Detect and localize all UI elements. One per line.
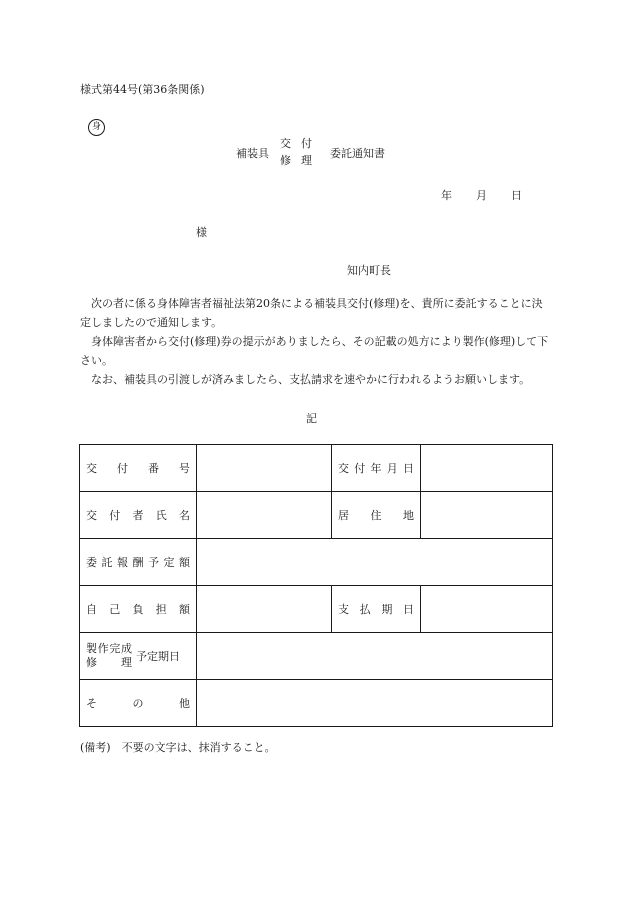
label-char: 番 (148, 462, 159, 475)
spread-text (338, 601, 414, 617)
label-self-pay (80, 586, 197, 633)
label-issue-number (80, 445, 197, 492)
label-char: 修 (86, 656, 97, 669)
spread-text (86, 695, 190, 711)
title-option-bottom: 修理 (280, 154, 322, 167)
spread-text (86, 554, 190, 570)
body-paragraph-2: 身体障害者から交付(修理)券の提示がありましたら、その記載の処方により製作(修理)して下さい。 (80, 335, 549, 367)
label-char: の (132, 697, 144, 710)
label-char: 託 (101, 556, 113, 569)
value-self-pay[interactable] (197, 586, 332, 633)
table-row (80, 680, 553, 727)
label-char: 定 (163, 556, 175, 569)
date-day: 日 (511, 189, 522, 202)
label-char: 製 (86, 642, 97, 655)
label-production (86, 642, 132, 656)
value-other[interactable] (197, 680, 553, 727)
table-row (80, 445, 553, 492)
label-char: 期 (381, 603, 393, 616)
category-mark: 身 (88, 119, 105, 136)
label-char: 年 (370, 462, 382, 475)
label-char: 己 (109, 603, 121, 616)
body-paragraph-3: なお、補装具の引渡しが済みましたら、支払請求を速やかに行われるようお願いします。 (91, 373, 531, 386)
label-char: 委 (86, 556, 97, 569)
issuer: 知内町長 (347, 264, 391, 277)
label-char: 完 (109, 642, 121, 655)
spread-text (86, 507, 190, 523)
addressee-suffix: 様 (196, 226, 207, 239)
value-issue-date[interactable] (421, 445, 553, 492)
value-completion-date[interactable] (197, 633, 553, 680)
label-char: 付 (109, 509, 121, 522)
label-char: 負 (132, 603, 144, 616)
label-char: 号 (179, 462, 190, 475)
form-number: 様式第44号(第36条関係) (80, 83, 205, 96)
label-issue-date (332, 445, 421, 492)
label-char: 担 (155, 603, 167, 616)
label-repair (86, 656, 132, 670)
label-char: 払 (359, 603, 371, 616)
ki-heading: 記 (306, 412, 317, 425)
table-row (80, 586, 553, 633)
label-char: 住 (370, 509, 382, 522)
label-char: 交 (338, 462, 349, 475)
label-char: 酬 (132, 556, 144, 569)
label-char: 名 (179, 509, 190, 522)
title-prefix: 補装具 (236, 147, 269, 160)
label-char: 居 (338, 509, 349, 522)
label-char: 他 (179, 697, 190, 710)
label-char: 地 (403, 509, 414, 522)
label-char: 支 (338, 603, 349, 616)
details-table (79, 444, 553, 727)
value-recipient-name[interactable] (197, 492, 332, 539)
label-planned-fee (80, 539, 197, 586)
value-planned-fee[interactable] (197, 539, 553, 586)
label-scheduled-date: 予定期日 (136, 650, 180, 663)
label-payment-due (332, 586, 421, 633)
label-char: 作 (97, 642, 109, 655)
label-char: 額 (179, 603, 190, 616)
label-char: 付 (354, 462, 366, 475)
label-char: 日 (403, 462, 414, 475)
spread-text (338, 507, 414, 523)
label-stack (86, 642, 132, 670)
body-paragraph-1: 次の者に係る身体障害者福祉法第20条による補装具交付(修理)を、貴所に委託することに決定しましたので通知します。 (80, 297, 543, 329)
label-other (80, 680, 197, 727)
title-suffix: 委託通知書 (330, 147, 385, 160)
spread-text (86, 460, 190, 476)
spread-text (338, 460, 414, 476)
label-residence (332, 492, 421, 539)
label-char: 自 (86, 603, 97, 616)
label-char: 報 (117, 556, 128, 569)
date-line (441, 187, 522, 203)
label-char: 予 (148, 556, 159, 569)
label-char: 額 (179, 556, 190, 569)
label-completion-date (80, 633, 197, 680)
table-row (80, 492, 553, 539)
date-year: 年 (441, 189, 452, 202)
table-row (80, 633, 553, 680)
table-row (80, 539, 553, 586)
label-recipient-name (80, 492, 197, 539)
mixed-label (86, 642, 190, 670)
date-month: 月 (476, 189, 487, 202)
label-char: 交 (86, 509, 97, 522)
spread-text (86, 601, 190, 617)
label-char: 理 (121, 656, 132, 669)
title-option-top: 交付 (280, 137, 322, 150)
label-char: 成 (120, 642, 132, 655)
value-residence[interactable] (421, 492, 553, 539)
label-char: 者 (132, 509, 144, 522)
label-char: 交 (86, 462, 97, 475)
label-char: 日 (402, 603, 414, 616)
value-issue-number[interactable] (197, 445, 332, 492)
label-char: 月 (386, 462, 398, 475)
label-char: 氏 (155, 509, 167, 522)
remarks-note: (備考) 不要の文字は、抹消すること。 (80, 741, 276, 754)
value-payment-due[interactable] (421, 586, 553, 633)
label-char: そ (86, 697, 97, 710)
label-char: 付 (117, 462, 128, 475)
